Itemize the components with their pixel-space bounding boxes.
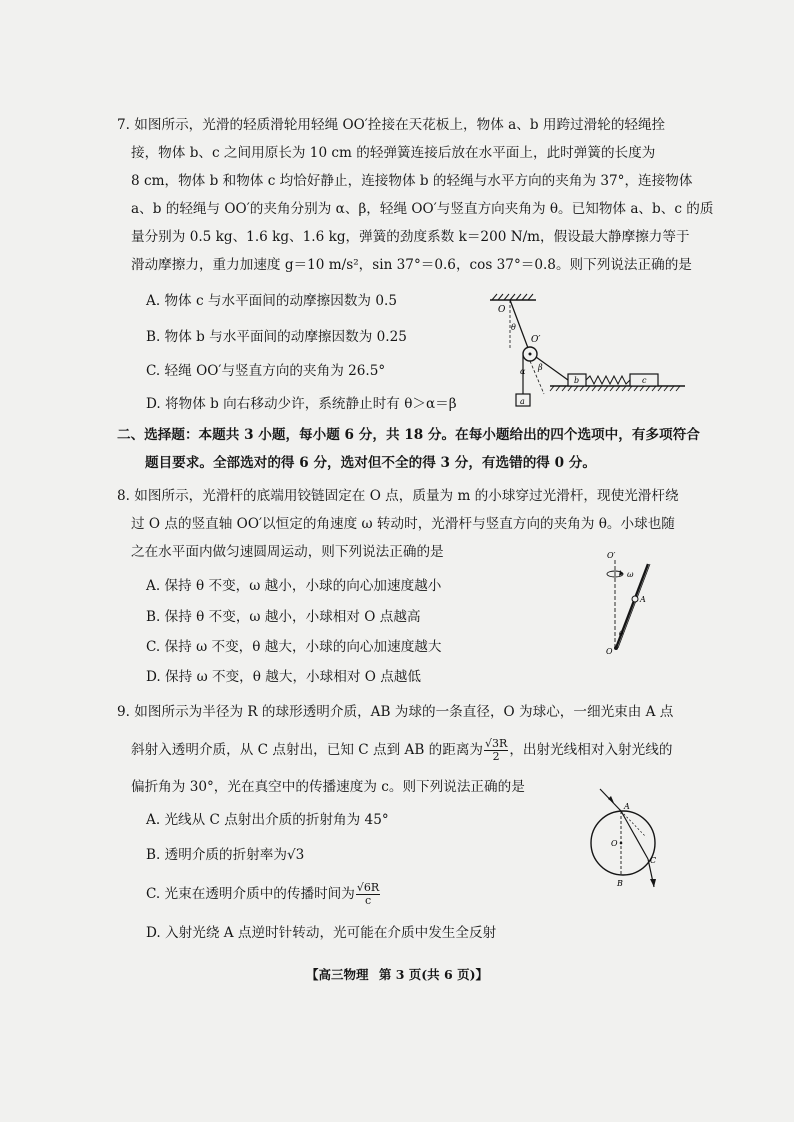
q9-option-c-text: C. 光束在透明介质中的传播时间为 (146, 886, 355, 902)
q9-stem-line-2-a: 斜射入透明介质，从 C 点射出，已知 C 点到 AB 的距离为 (131, 742, 484, 758)
q8-label-theta: θ (619, 630, 624, 638)
q7-label-b: b (574, 376, 580, 385)
q7-stem-line-1: 7. 如图所示，光滑的轻质滑轮用轻绳 OO′拴接在天花板上，物体 a、b 用跨过滑轮的轻绳拴 (117, 117, 666, 133)
q9-distance-numerator: √3R (485, 737, 508, 750)
q8-label-omega: ω (627, 570, 634, 579)
q8-option-c: C. 保持 ω 不变，θ 越大，小球的向心加速度越大 (146, 639, 442, 655)
q7-option-c: C. 轻绳 OO′与竖直方向的夹角为 26.5° (146, 363, 386, 379)
q8-stem-line-3: 之在水平面内做匀速圆周运动，则下列说法正确的是 (131, 544, 444, 560)
q7-pulley-figure (480, 290, 690, 410)
q9-time-denominator: c (364, 894, 372, 907)
q7-stem-line-4: a、b 的轻绳与 OO′的夹角分别为 α、β，轻绳 OO′与竖直方向夹角为 θ。已知物体 a、b、c 的质 (131, 201, 714, 217)
q9-sphere-figure (590, 783, 670, 895)
q9-distance-fraction (484, 738, 508, 763)
q7-option-a: A. 物体 c 与水平面间的动摩擦因数为 0.5 (146, 293, 397, 309)
section-2-line-1: 二、选择题：本题共 3 小题，每小题 6 分，共 18 分。在每小题给出的四个选项中，有多项符合 (117, 427, 700, 443)
q8-option-d: D. 保持 ω 不变，θ 越大，小球相对 O 点越低 (146, 669, 421, 685)
q8-option-a: A. 保持 θ 不变，ω 越小，小球的向心加速度越小 (146, 578, 442, 594)
q9-option-a: A. 光线从 C 点射出介质的折射角为 45° (146, 812, 389, 828)
q9-distance-denominator: 2 (492, 750, 500, 763)
q8-label-o: O (606, 647, 613, 656)
q9-option-d: D. 入射光绕 A 点逆时针转动，光可能在介质中发生全反射 (146, 925, 497, 941)
section-2-line-2: 题目要求。全部选对的得 6 分，选对但不全的得 3 分，有选错的得 0 分。 (145, 455, 596, 471)
footer-subject: 【高三物理 (305, 967, 369, 982)
q9-stem-line-2-b: ，出射光线相对入射光线的 (509, 742, 673, 758)
q8-stem-line-1: 8. 如图所示，光滑杆的底端用铰链固定在 O 点，质量为 m 的小球穿过光滑杆，现使光滑杆绕 (117, 488, 679, 504)
q7-option-b: B. 物体 b 与水平面间的动摩擦因数为 0.25 (146, 329, 407, 345)
q9-label-o: O (611, 839, 618, 848)
q9-label-b: B (617, 879, 623, 888)
q8-stem-line-2: 过 O 点的竖直轴 OO′以恒定的角速度 ω 转动时，光滑杆与竖直方向的夹角为 θ。小球也随 (131, 516, 675, 532)
q8-label-a: A (640, 595, 646, 604)
q7-label-beta: β (538, 363, 543, 372)
q9-stem-line-3: 偏折角为 30°，光在真空中的传播速度为 c。则下列说法正确的是 (131, 779, 525, 795)
q7-label-alpha: α (520, 367, 526, 376)
q8-label-o-prime: O′ (607, 551, 616, 560)
q9-time-fraction (356, 882, 380, 907)
q7-option-d: D. 将物体 b 向右移动少许，系统静止时有 θ＞α＝β (146, 396, 457, 412)
q8-rotating-rod-figure (590, 550, 670, 660)
q9-label-a: A (624, 802, 630, 811)
q7-label-c: c (642, 376, 647, 385)
q7-label-o-prime: O′ (531, 335, 541, 345)
q7-label-a: a (520, 397, 525, 406)
page-footer (0, 965, 794, 983)
footer-page-number: 第 3 页(共 6 页)】 (378, 967, 488, 982)
q7-stem-line-3: 8 cm，物体 b 和物体 c 均恰好静止，连接物体 b 的轻绳与水平方向的夹角为 37°，连接物体 (131, 173, 693, 189)
q8-option-b: B. 保持 θ 不变，ω 越小，小球相对 O 点越高 (146, 609, 421, 625)
q7-label-o: O (498, 305, 506, 315)
q7-stem-line-5: 量分别为 0.5 kg、1.6 kg、1.6 kg，弹簧的劲度系数 k＝200 N/m，假设最大静摩擦力等于 (131, 229, 690, 245)
q9-stem-line-1: 9. 如图所示为半径为 R 的球形透明介质，AB 为球的一条直径，O 为球心，一细光束由 A 点 (117, 704, 674, 720)
q7-stem-line-6: 滑动摩擦力，重力加速度 g＝10 m/s²，sin 37°＝0.6，cos 37°＝0.8。则下列说法正确的是 (131, 257, 692, 273)
q9-label-c: C (650, 856, 657, 865)
q7-label-theta: θ (511, 323, 516, 332)
q9-option-c (146, 882, 381, 907)
q7-stem-line-2: 接，物体 b、c 之间用原长为 10 cm 的轻弹簧连接后放在水平面上，此时弹簧的长度为 (131, 145, 656, 161)
q9-time-numerator: √6R (356, 881, 380, 894)
q9-option-b: B. 透明介质的折射率为√3 (146, 847, 305, 863)
q9-stem-line-2 (131, 738, 672, 763)
